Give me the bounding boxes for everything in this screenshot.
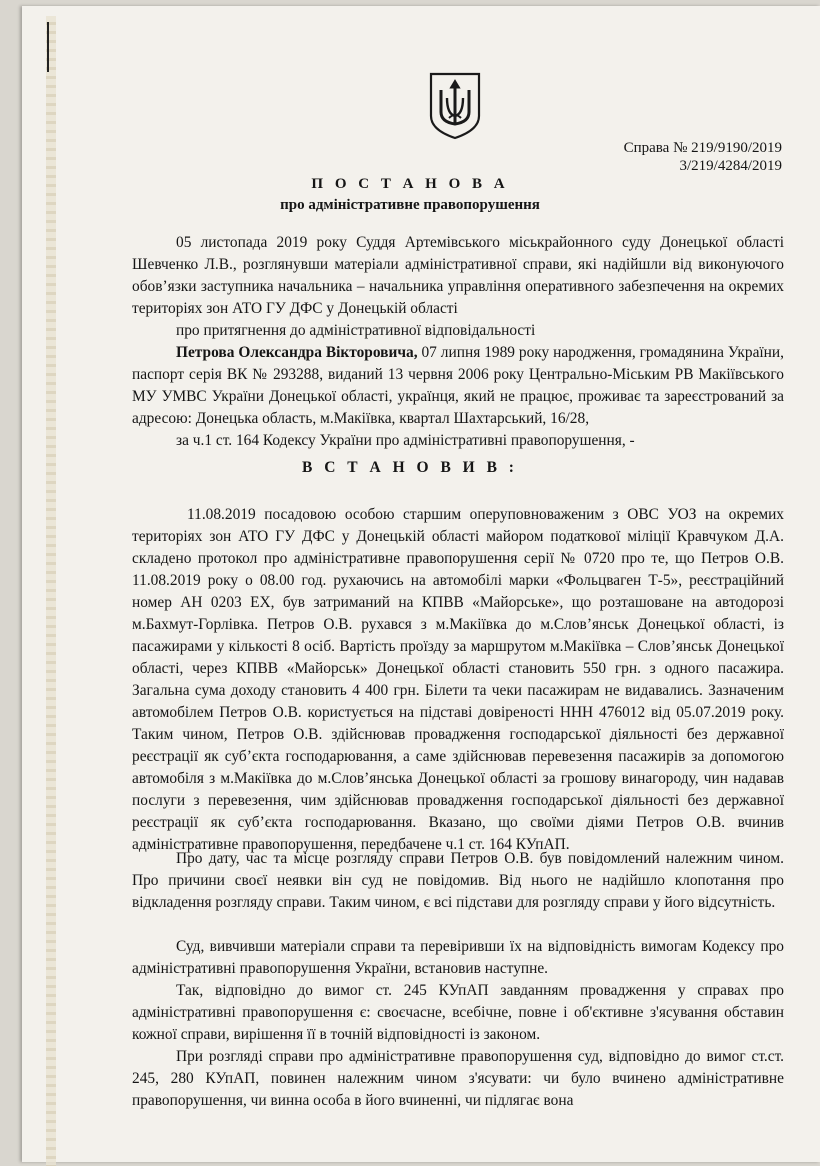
body-paragraph-5: При розгляді справи про адміністративне правопорушення суд, відповідно до вимог ст.ст. 245, 280 КУпАП, повинен належним чином з'ясувати: чи було вчинено адміністративне правопорушення, чи винна особа в його вчиненні, чи підлягає вона — [132, 1048, 784, 1109]
case-number: Справа № 219/9190/2019 — [623, 140, 782, 156]
person-paragraph — [132, 342, 784, 430]
case-number-block — [624, 139, 782, 175]
body-paragraph-2: Про дату, час та місце розгляду справи Петров О.В. був повідомлений належним чином. Про причини своєї неявки він суд не повідомив. Від нього не надійшло клопотання про відкладення розгляду справи. Таким чином, є всі підстави для розгляду справи у його відсутність. — [132, 850, 784, 911]
case-sub-number: 3/219/4284/2019 — [679, 158, 782, 174]
trident-emblem-icon — [427, 72, 483, 140]
section-heading: В С Т А Н О В И В : — [302, 459, 518, 476]
intro-paragraph: 05 листопада 2019 року Суддя Артемівського міськрайонного суду Донецької області Шевченко Л.В., розглянувши матеріали адміністративної справи, які надійшли від виконуючого обов’язки заступника начальника – начальника управління оперативного забезпечення на окремих територіях зон АТО ГУ ДФС у Донецькій області — [132, 234, 784, 317]
body-paragraph-3: Суд, вивчивши матеріали справи та перевіривши їх на відповідність вимогам Кодексу про адміністративні правопорушення України, встановив наступне. — [132, 938, 784, 977]
document-subtitle: про адміністративне правопорушення — [280, 197, 540, 213]
body-paragraph-4: Так, відповідно до вимог ст. 245 КУпАП завданням провадження у справах про адміністративні правопорушення є: своєчасне, всебічне, повне і об'єктивне з'ясування обставин кожної справи, вирішення її в точній відповідності із законом. — [132, 982, 784, 1043]
body-paragraph-1: 11.08.2019 посадовою особою старшим оперуповноваженим з ОВС УОЗ на окремих територіях зон АТО ГУ ДФС у Донецькій області майором податкової міліції Кравчуком Д.А. складено протокол про адміністративне правопорушення серії № 0720 про те, що Петров О.В. 11.08.2019 року о 08.00 год. рухаючись на автомобілі марки «Фольцваген Т-5», реєстраційний номер АН 0203 ЕХ, був затриманий на КПВВ «Майорське», що розташоване на автодорозі м.Бахмут-Горлівка. Петров О.В. рухався з м.Макіївка до м.Слов’янськ Донецької області, із пасажирами у кількості 8 осіб. Вартість проїзду за маршрутом м.Макіївка – Слов’янськ Донецької області, через КПВВ «Майорськ» Донецької області становить 550 грн. з одного пасажира. Загальна сума доходу становить 4 400 грн. Білети та чеки пасажирам не видавались. Зазначеним автомобілем Петров О.В. користується на підставі довіреності ННН 476012 від 05.07.2019 року. Таким чином, Петров О.В. здійснював провадження господарської діяльності без державної реєстрації як суб’єкта господарювання, а саме здійснював перевезення пасажирів за допомогою автомобіля з м.Макіївка до м.Слов’янська Донецької області за грошову винагороду, чин надавав послуги з перевезення, чим здійснював провадження господарської діяльності без державної реєстрації як суб’єкта господарювання. Вказано, що своїми діями Петров О.В. вчинив адміністративне правопорушення, передбачене ч.1 ст. 164 КУпАП. — [132, 506, 784, 853]
margin-pen-mark — [47, 22, 49, 72]
article-line: за ч.1 ст. 164 Кодексу України про адміністративні правопорушення, - — [176, 432, 635, 449]
person-details: 07 липня 1989 року народження, громадянина України, паспорт серія ВК № 293288, виданий 13 червня 2006 року Центрально-Міським РВ Макіївського МУ УМВС України Донецької області, українця, який не працює, проживає та зареєстрований за адресою: Донецька область, м.Макіївка, квартал Шахтарський, 16/28, — [132, 344, 784, 427]
document-title: П О С Т А Н О В А — [311, 176, 509, 192]
person-name: Петрова Олександра Вікторовича, — [176, 344, 418, 361]
about-line: про притягнення до адміністративної відповідальності — [176, 322, 536, 339]
